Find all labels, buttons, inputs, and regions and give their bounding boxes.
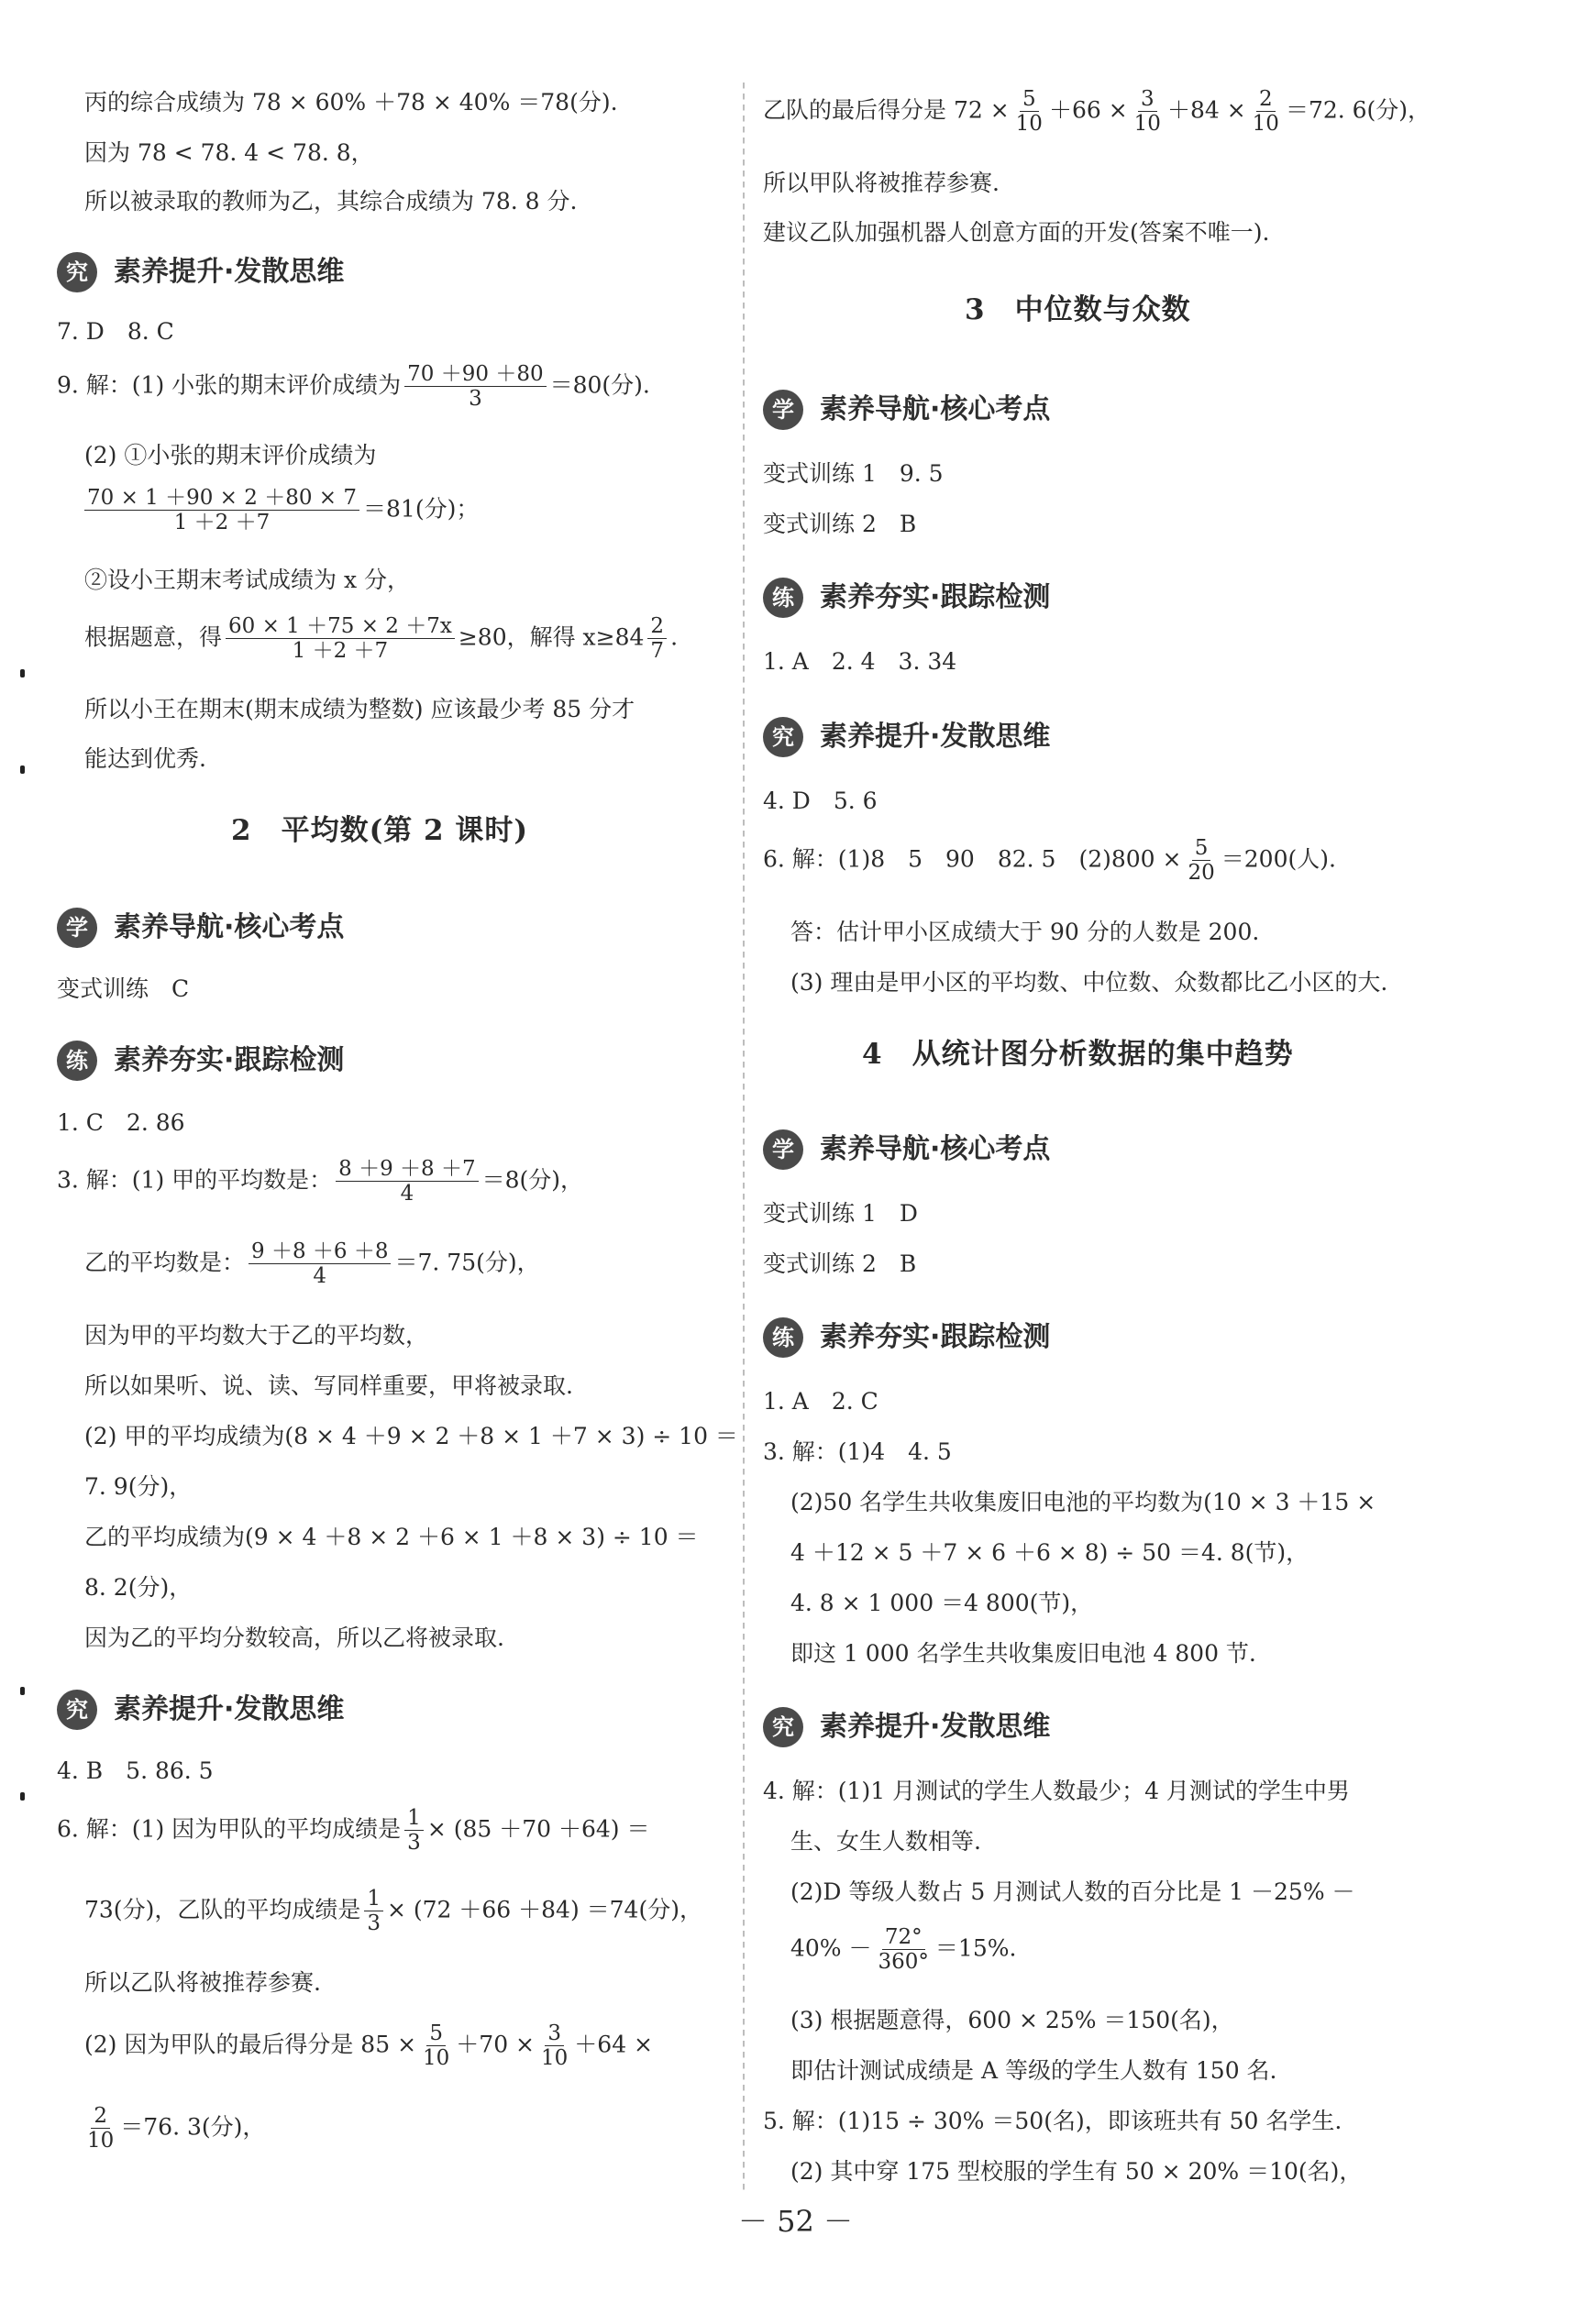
- section-heading-text: 素养导航·核心考点: [820, 1132, 1051, 1165]
- fraction: $\frac{70 \times 1 +90 \times 2 +80 \times 7}{1 +2 +7}$: [84, 486, 359, 535]
- text-line: 7. 9(分)，: [84, 1473, 193, 1500]
- solution-line: 73(分)，乙队的平均成绩是 $\frac{1}{3}$ × (72 ＋66 ＋84) ＝74(分)，: [84, 1887, 702, 1936]
- section-heading: [763, 1707, 1050, 1747]
- binding-mark: [20, 1687, 25, 1695]
- section-heading-text: 素养提升·发散思维: [820, 720, 1051, 753]
- page-number: － 52 －: [737, 2204, 854, 2239]
- fraction: $\frac{5}{10}$: [1015, 87, 1043, 137]
- text-line: (3) 理由是甲小区的平均数、中位数、众数都比乙小区的大.: [790, 969, 1388, 996]
- solution-line: 9. 解：(1) 小张的期末评价成绩为 $\frac{70 +90 +80}{3}$ ＝80(分).: [57, 362, 650, 412]
- answer-line: 1. A 2. C: [763, 1388, 878, 1415]
- fraction: $\frac{8 +9 +8 +7}{4}$: [336, 1157, 478, 1206]
- section-badge-icon: 究: [57, 252, 97, 292]
- answer-line: 1. A 2. 4 3. 34: [763, 648, 957, 675]
- text-line: 即这 1 000 名学生共收集废旧电池 4 800 节.: [790, 1640, 1256, 1667]
- text-line: (2) ①小张的期末评价成绩为: [84, 442, 377, 468]
- solution-line: 40% － $\frac{72^\circ}{360^\circ}$ ＝15%.: [790, 1925, 1017, 1975]
- text-line: (3) 根据题意得，600 × 25% ＝150(名)，: [790, 2007, 1234, 2033]
- answer-line: 4. B 5. 86. 5: [57, 1757, 214, 1784]
- text-line: (2)D 等级人数占 5 月测试人数的百分比是 1 －25% －: [790, 1878, 1355, 1905]
- section-heading-text: 素养导航·核心考点: [114, 910, 345, 943]
- section-heading: [57, 908, 344, 948]
- text-line: (2) 其中穿 175 型校服的学生有 50 × 20% ＝10(名)，: [790, 2158, 1363, 2185]
- solution-line: $\frac{2}{10}$ ＝76. 3(分)，: [84, 2104, 265, 2153]
- section-heading-text: 素养提升·发散思维: [114, 1692, 345, 1725]
- text-line: 因为甲的平均数大于乙的平均数，: [84, 1322, 429, 1349]
- solution-line: 5. 解：(1)15 ÷ 30% ＝50(名)，即该班共有 50 名学生.: [763, 2108, 1342, 2134]
- answer-line: 7. D 8. C: [57, 318, 174, 345]
- binding-mark: [20, 669, 25, 677]
- section-heading-text: 素养导航·核心考点: [820, 392, 1051, 425]
- text-line: 所以如果听、说、读、写同样重要，甲将被录取.: [84, 1372, 573, 1399]
- solution-line: 乙的平均数是： $\frac{9 +8 +6 +8}{4}$ ＝7. 75(分)，: [84, 1239, 540, 1289]
- answer-line: 变式训练 2 B: [763, 1250, 917, 1277]
- solution-line: 4. 解：(1)1 月测试的学生人数最少；4 月测试的学生中男: [763, 1778, 1350, 1804]
- text-line: 即估计测试成绩是 A 等级的学生人数有 150 名.: [790, 2057, 1277, 2084]
- text-line: 所以甲队将被推荐参赛.: [763, 170, 1000, 196]
- fraction: $\frac{70 +90 +80}{3}$: [404, 362, 546, 412]
- text-line: 4. 8 × 1 000 ＝4 800(节)，: [790, 1590, 1094, 1616]
- text-line: 8. 2(分)，: [84, 1574, 193, 1601]
- section-heading: [763, 390, 1050, 430]
- solution-line: (2) 因为甲队的最后得分是 85 × $\frac{5}{10}$ ＋70 × $\frac{3}{10}$ ＋64 ×: [84, 2021, 654, 2071]
- solution-line: 乙队的最后得分是 72 × $\frac{5}{10}$ ＋66 × $\frac{3}{10}$ ＋84 × $\frac{2}{10}$ ＝72. 6(分)，: [763, 87, 1431, 137]
- section-heading: [57, 1041, 344, 1081]
- section-badge-icon: 练: [763, 578, 803, 618]
- answer-line: 4. D 5. 6: [763, 788, 878, 814]
- fraction: $\frac{60 \times 1 +75 \times 2 +7x}{1 +2 +7}$: [226, 614, 455, 664]
- fraction: $\frac{5}{20}$: [1188, 836, 1215, 886]
- text-line: 4 ＋12 × 5 ＋7 × 6 ＋6 × 8) ÷ 50 ＝4. 8(节)，: [790, 1539, 1309, 1566]
- section-heading: [763, 1129, 1050, 1170]
- text-line: 因为 78 < 78. 4 < 78. 8，: [84, 139, 374, 166]
- lesson-title: 4 从统计图分析数据的集中趋势: [862, 1038, 1294, 1071]
- lesson-title: 3 中位数与众数: [965, 293, 1191, 326]
- solution-line: 6. 解：(1) 因为甲队的平均成绩是 $\frac{1}{3}$ × (85 ＋70 ＋64) ＝: [57, 1806, 650, 1856]
- text-line: 乙的平均成绩为(9 × 4 ＋8 × 2 ＋6 × 1 ＋8 × 3) ÷ 10 ＝: [84, 1524, 699, 1550]
- section-heading-text: 素养夯实·跟踪检测: [114, 1043, 345, 1076]
- answer-line: 1. C 2. 86: [57, 1109, 185, 1136]
- section-badge-icon: 学: [763, 1129, 803, 1170]
- section-heading-text: 素养提升·发散思维: [820, 1710, 1051, 1743]
- section-badge-icon: 究: [763, 1707, 803, 1747]
- text-line: 丙的综合成绩为 78 × 60% ＋78 × 40% ＝78(分).: [84, 89, 618, 116]
- fraction: $\frac{9 +8 +6 +8}{4}$: [249, 1239, 391, 1289]
- solution-line: 根据题意，得 $\frac{60 \times 1 +75 \times 2 +7x}{1 +2 +7}$ ≥80，解得 x≥84 $\frac{2}{7}$ .: [84, 614, 679, 664]
- answer-line: 变式训练 C: [57, 975, 190, 1002]
- section-heading: [57, 1690, 344, 1730]
- fraction: $\frac{72^\circ}{360^\circ}$: [878, 1925, 929, 1975]
- fraction: $\frac{2}{10}$: [1252, 87, 1279, 137]
- answer-line: 3. 解：(1)4 4. 5: [763, 1438, 952, 1465]
- text-line: (2) 甲的平均成绩为(8 × 4 ＋9 × 2 ＋8 × 1 ＋7 × 3) ÷ 10 ＝: [84, 1423, 738, 1449]
- column-divider: [743, 83, 745, 2191]
- binding-mark: [20, 1792, 25, 1801]
- text-line: 答：估计甲小区成绩大于 90 分的人数是 200.: [790, 919, 1260, 945]
- section-badge-icon: 究: [763, 717, 803, 757]
- section-heading: [57, 252, 344, 292]
- solution-line: 6. 解：(1)8 5 90 82. 5 (2)800 × $\frac{5}{20}$ ＝200(人).: [763, 836, 1336, 886]
- fraction: $\frac{2}{10}$: [87, 2104, 115, 2153]
- text-line: 因为乙的平均分数较高，所以乙将被录取.: [84, 1625, 504, 1651]
- text-line: 生、女生人数相等.: [790, 1828, 981, 1855]
- lesson-title: 2 平均数(第 2 课时): [231, 814, 529, 847]
- fraction: $\frac{3}{10}$: [1133, 87, 1161, 137]
- section-badge-icon: 学: [763, 390, 803, 430]
- text-line: ②设小王期末考试成绩为 x 分，: [84, 567, 410, 593]
- text-line: 所以被录取的教师为乙，其综合成绩为 78. 8 分.: [84, 188, 578, 215]
- section-badge-icon: 练: [763, 1317, 803, 1358]
- text-line: 建议乙队加强机器人创意方面的开发(答案不唯一).: [763, 219, 1270, 246]
- text-line: (2)50 名学生共收集废旧电池的平均数为(10 × 3 ＋15 ×: [790, 1489, 1376, 1515]
- answer-line: 变式训练 1 D: [763, 1200, 918, 1227]
- section-heading-text: 素养提升·发散思维: [114, 255, 345, 288]
- fraction: $\frac{5}{10}$: [423, 2021, 450, 2071]
- text-line: 能达到优秀.: [84, 745, 206, 772]
- section-badge-icon: 究: [57, 1690, 97, 1730]
- text-line: 所以小王在期末(期末成绩为整数) 应该最少考 85 分才: [84, 696, 635, 722]
- section-heading: [763, 578, 1050, 618]
- answer-line: 变式训练 1 9. 5: [763, 460, 944, 487]
- fraction: $\frac{3}{10}$: [541, 2021, 569, 2071]
- fraction: $\frac{2}{7}$: [647, 614, 667, 664]
- text-line: 所以乙队将被推荐参赛.: [84, 1969, 321, 1996]
- section-heading: [763, 1317, 1050, 1358]
- binding-mark: [20, 765, 25, 774]
- fraction: $\frac{1}{3}$: [364, 1887, 383, 1936]
- section-heading-text: 素养夯实·跟踪检测: [820, 580, 1051, 613]
- section-badge-icon: 练: [57, 1041, 97, 1081]
- fraction: $\frac{1}{3}$: [404, 1806, 424, 1856]
- section-heading: [763, 717, 1050, 757]
- section-heading-text: 素养夯实·跟踪检测: [820, 1320, 1051, 1353]
- solution-line: $\frac{70 \times 1 +90 \times 2 +80 \times 7}{1 +2 +7}$ ＝81(分)；: [84, 486, 479, 535]
- solution-line: 3. 解：(1) 甲的平均数是： $\frac{8 +9 +8 +7}{4}$ ＝8(分)，: [57, 1157, 584, 1206]
- answer-line: 变式训练 2 B: [763, 511, 917, 537]
- section-badge-icon: 学: [57, 908, 97, 948]
